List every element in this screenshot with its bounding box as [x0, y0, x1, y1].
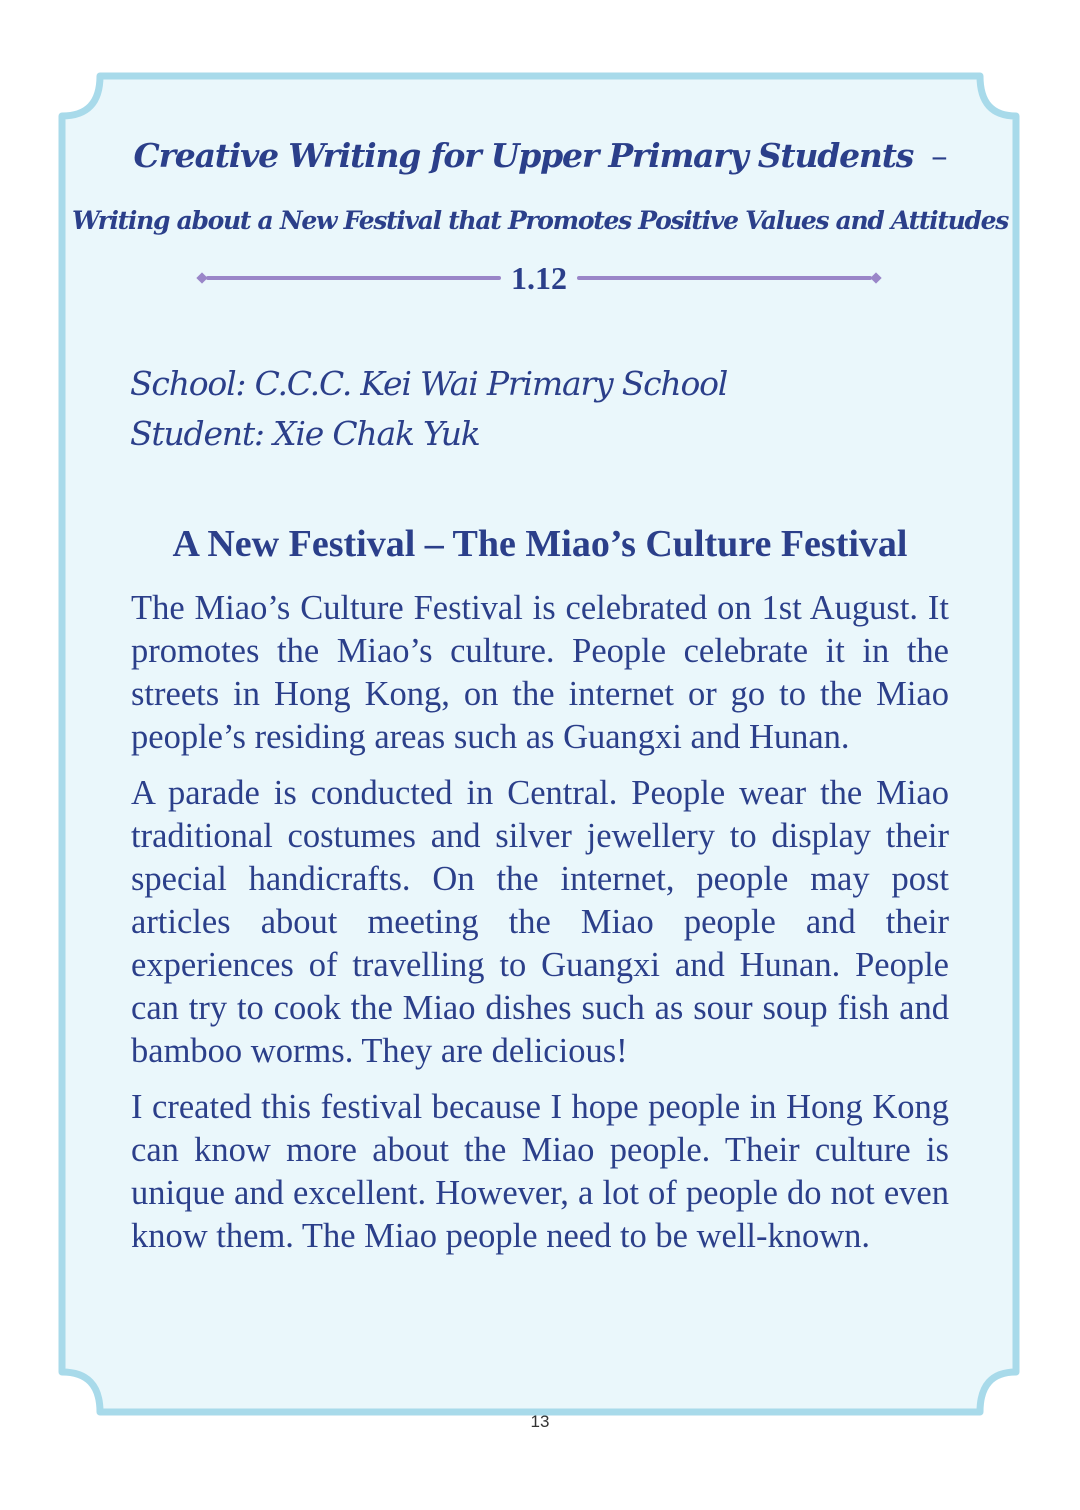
title-dash: –: [931, 136, 947, 175]
essay-body: [131, 587, 949, 1271]
divider-left-line: [206, 276, 501, 280]
school-line: School: C.C.C. Kei Wai Primary School: [130, 364, 728, 403]
divider-right-line: [577, 276, 872, 280]
entry-number: 1.12: [511, 259, 567, 296]
collection-title: [0, 136, 1080, 175]
collection-subtitle: Writing about a New Festival that Promotes Positive Values and Attitudes: [71, 206, 1009, 235]
collection-title-text: Creative Writing for Upper Primary Students: [133, 136, 914, 175]
divider-right-diamond-icon: [870, 272, 881, 283]
essay-paragraph-3: I created this festival because I hope people in Hong Kong can know more about the Miao people. Their culture is unique and excellent. However, a lot of people do not even know them. The Miao people need to be well-known.: [131, 1088, 949, 1255]
divider-left-diamond-icon: [196, 272, 207, 283]
page-number: 13: [530, 1412, 550, 1431]
student-line: Student: Xie Chak Yuk: [130, 414, 480, 453]
entry-divider: [198, 258, 880, 298]
essay-title: A New Festival – The Miao’s Culture Festival: [172, 523, 908, 565]
essay-paragraph-2: A parade is conducted in Central. People wear the Miao traditional costumes and silver jewellery to display their special handicrafts. On the internet, people may post articles about meeting the Miao people and their experiences of travelling to Guangxi and Hunan. People can try to cook the Miao dishes such as sour soup fish and bamboo worms. They are delicious!: [131, 774, 949, 1070]
essay-paragraph-1: The Miao’s Culture Festival is celebrated on 1st August. It promotes the Miao’s culture. People celebrate it in the streets in Hong Kong, on the internet or go to the Miao people’s residing areas such as Guangxi and Hunan.: [131, 589, 949, 756]
